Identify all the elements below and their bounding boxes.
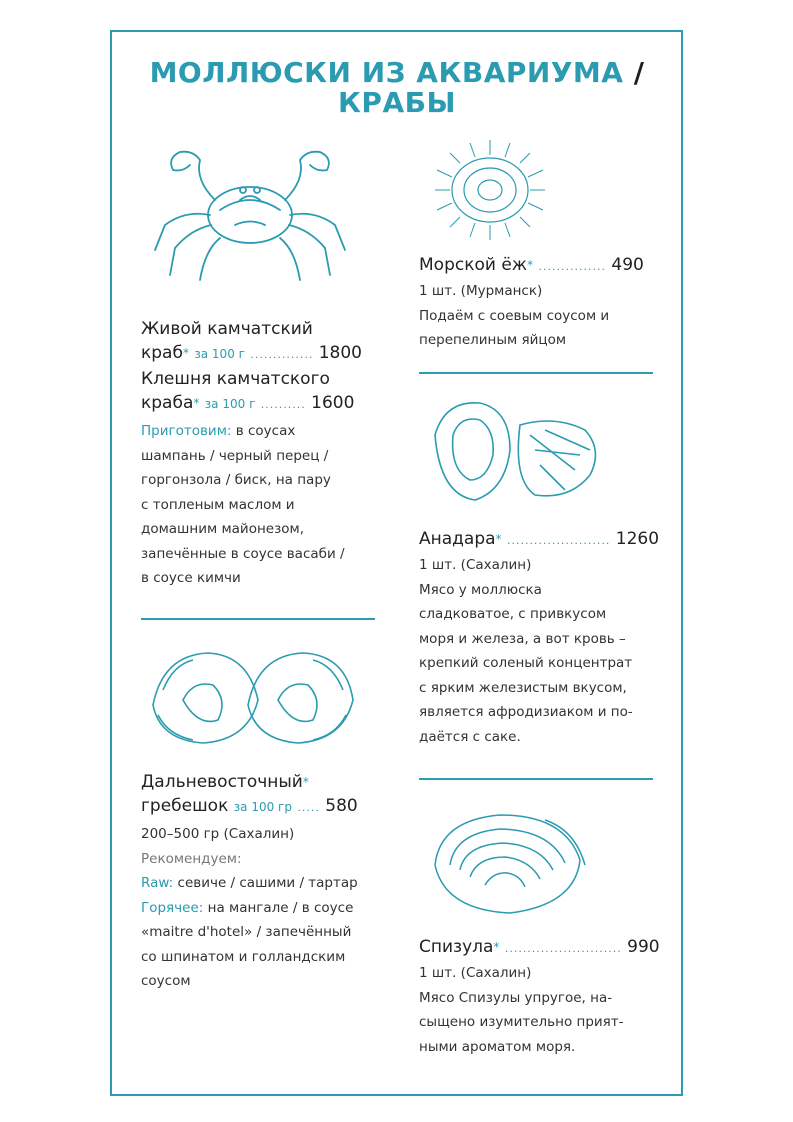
urchin-price: 490 — [611, 255, 644, 275]
urchin-desc-line: Подаём с соевым соусом и — [419, 307, 610, 324]
title-line-1: МОЛЛЮСКИ ИЗ АКВАРИУМА — [149, 56, 624, 89]
scallop-weight: 200–500 гр (Сахалин) — [141, 826, 295, 842]
anadara-desc-line: является афродизиаком и по- — [419, 704, 633, 720]
crab-name-line: Живой камчатский — [141, 319, 313, 339]
crab-prep-line: с топленым маслом и — [141, 496, 295, 513]
urchin-desc-line: перепелиным яйцом — [419, 332, 567, 348]
claw-dots: .......... — [260, 398, 306, 411]
scallop-hot-text: на мангале / в соусе — [207, 899, 354, 916]
claw-unit: за 100 г — [204, 397, 256, 411]
scallop-unit: за 100 гр — [233, 800, 292, 814]
scallop-price: 580 — [325, 796, 358, 816]
crab-illustration — [145, 130, 355, 290]
crab-prep-line: в соусах — [235, 423, 296, 439]
scallop-details — [141, 822, 358, 994]
title-slash: / — [633, 56, 645, 89]
crab-asterisk: * — [182, 346, 189, 360]
urchin-name: Морской ёж — [419, 255, 528, 275]
scallop-name-block — [141, 770, 358, 820]
anadara-desc-line: сладковатое, с привкусом — [419, 606, 607, 622]
anadara-asterisk: * — [495, 532, 502, 546]
crab-prep-line: домашним майонезом, — [141, 521, 305, 537]
anadara-name-line — [419, 527, 659, 553]
divider — [141, 618, 375, 620]
urchin-name-line — [419, 253, 644, 279]
claw-name-line: краба — [141, 393, 194, 413]
sea-urchin-illustration — [425, 135, 555, 245]
anadara-name: Анадара — [419, 529, 496, 549]
spisula-dots: .......................... — [504, 942, 622, 955]
scallop-illustration — [148, 645, 358, 750]
urchin-asterisk: * — [527, 258, 534, 272]
anadara-desc-line: моря и железа, а вот кровь – — [419, 630, 626, 647]
spisula-price: 990 — [627, 937, 660, 957]
scallop-asterisk: * — [302, 775, 309, 789]
crab-unit: за 100 г — [194, 347, 245, 361]
crab-name-block — [141, 317, 362, 417]
title-line-2: КРАБЫ — [338, 86, 456, 119]
page-title — [112, 58, 682, 118]
urchin-origin: 1 шт. (Мурманск) — [419, 283, 543, 299]
divider — [419, 372, 653, 374]
crab-prep-line: в соусе кимчи — [141, 570, 241, 586]
crab-price: 1800 — [318, 343, 362, 363]
scallop-hot-line: «maitre d'hotel» / запечённый — [141, 924, 352, 940]
urchin-dots: ............... — [538, 260, 606, 273]
scallop-hot-line: со шпинатом и голландским — [141, 948, 346, 965]
claw-asterisk: * — [193, 396, 200, 410]
crab-prep-line: горгонзола / биск, на пару — [141, 472, 331, 488]
spisula-details — [419, 961, 624, 1059]
crab-prep-line: шампань / черный перец / — [141, 447, 329, 464]
spisula-asterisk: * — [493, 940, 500, 954]
scallop-name-line: гребешок — [141, 796, 229, 816]
anadara-desc-line: крепкий соленый концентрат — [419, 655, 633, 671]
scallop-hot-label: Горячее: — [141, 899, 204, 916]
urchin-details — [419, 279, 609, 353]
claw-name-line: Клешня камчатского — [141, 369, 330, 389]
anadara-origin: 1 шт. (Сахалин) — [419, 557, 532, 573]
spisula-name-line — [419, 935, 660, 961]
scallop-raw-label: Raw: — [141, 875, 174, 891]
spisula-desc-line: ными ароматом моря. — [419, 1038, 576, 1055]
scallop-name-line: Дальневосточный — [141, 772, 303, 792]
anadara-desc-line: Мясо у моллюска — [419, 581, 542, 598]
anadara-price: 1260 — [615, 529, 660, 549]
scallop-raw-text: севиче / сашими / тартар — [177, 875, 358, 891]
spisula-origin: 1 шт. (Сахалин) — [419, 965, 532, 981]
crab-prep-line: запечённые в соусе васаби / — [141, 545, 345, 562]
anadara-desc-line: с ярким железистым вкусом, — [419, 679, 627, 696]
scallop-hot-line: соусом — [141, 973, 191, 989]
anadara-illustration — [425, 395, 605, 510]
spisula-desc-line: сыщено изумительно прият- — [419, 1014, 624, 1030]
anadara-dots: ....................... — [506, 534, 611, 547]
anadara-details — [419, 553, 633, 749]
claw-price: 1600 — [311, 393, 355, 413]
spisula-desc-line: Мясо Спизулы упругое, на- — [419, 989, 613, 1006]
crab-prep-label: Приготовим: — [141, 423, 232, 439]
crab-prep — [141, 419, 345, 591]
crab-dots: .............. — [250, 348, 314, 361]
scallop-dots: ..... — [297, 801, 320, 814]
crab-name-line: краб — [141, 343, 183, 363]
scallop-recommend: Рекомендуем: — [141, 850, 242, 867]
spisula-name: Спизула — [419, 937, 494, 957]
anadara-desc-line: даётся с саке. — [419, 728, 521, 745]
divider — [419, 778, 653, 780]
spisula-illustration — [425, 805, 590, 920]
